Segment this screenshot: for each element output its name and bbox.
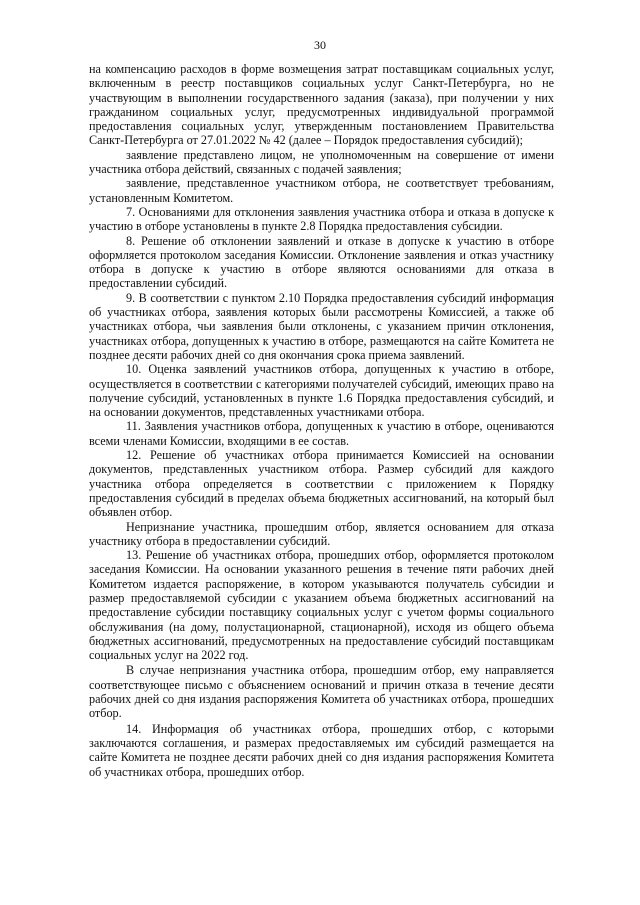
- paragraph-item-7: 7. Основаниями для отклонения заявления участника отбора и отказа в допуске к участию в отборе установлены в пункте 2.8 Порядка предоставления субсидии.: [89, 204, 554, 234]
- paragraph-item-10: 10. Оценка заявлений участников отбора, допущенных к участию в отборе, осуществляется в соответствии с категориями получателей субсидий, имеющих право на получение субсидий, установленных в пункте 1.6 Порядка предоставления субсидий, и на основании документов, представленных участниками отбора.: [89, 362, 554, 420]
- paragraph-item-8: 8. Решение об отклонении заявлений и отказе в допуске к участию в отборе оформляется протоколом заседания Комиссии. Отклонение заявления и отказ участнику отбора в допуске к участию в отборе являются основаниями для отказа в предоставлении субсидий.: [89, 233, 554, 291]
- paragraph-condition-requirements: заявление, представленное участником отбора, не соответствует требованиям, установленным Комитетом.: [89, 176, 554, 205]
- paragraph-continuation: на компенсацию расходов в форме возмещения затрат поставщикам социальных услуг, включенным в реестр поставщиков социальных услуг Санкт-Петербурга, но не участвующим в выполнении государственного задания (заказа), при получении у них гражданином социальных услуг, предусмотренных индивидуальной программой предоставления социальных услуг, утвержденным постановлением Правительства Санкт-Петербурга от 27.01.2022 № 42 (далее – Порядок предоставления субсидий);: [89, 62, 554, 148]
- paragraph-item-14: 14. Информация об участниках отбора, прошедших отбор, с которыми заключаются соглашения, и размерах предоставляемых им субсидий размещается на сайте Комитета не позднее десяти рабочих дней со дня издания распоряжения Комитета об участниках отбора, прошедших отбор.: [89, 721, 554, 779]
- page-number: 30: [314, 38, 326, 52]
- paragraph-refusal-letter: В случае непризнания участника отбора, прошедшим отбор, ему направляется соответствующее письмо с объяснением оснований и причин отказа в течение десяти рабочих дней со дня издания распоряжения Комитета об участниках отбора, прошедших отбор.: [89, 663, 554, 721]
- paragraph-item-9: 9. В соответствии с пунктом 2.10 Порядка предоставления субсидий информация об участниках отбора, заявления которых были рассмотрены Комиссией, а также об участниках отбора, чьи заявления были отклонены, с указанием причин отклонения, участниках отбора, допущенных к участию в отборе, размещаются на сайте Комитета не позднее десяти рабочих дней со дня окончания срока приема заявлений.: [89, 290, 554, 362]
- paragraph-item-13: 13. Решение об участниках отбора, прошедших отбор, оформляется протоколом заседания Комиссии. На основании указанного решения в течение пяти рабочих дней Комитетом издается распоряжение, в котором указываются получатель субсидии и размер предоставляемой субсидии с указанием объема бюджетных ассигнований на предоставление субсидии поставщику социальных услуг с учетом формы социального обслуживания (на дому, полустационарной, стационарной), исходя из общего объема бюджетных ассигнований, предусмотренных на предоставление субсидий поставщикам социальных услуг на 2022 год.: [89, 548, 554, 663]
- document-body: [89, 62, 554, 779]
- paragraph-item-11: 11. Заявления участников отбора, допущенных к участию в отборе, оцениваются всеми членами Комиссии, входящими в ее состав.: [89, 419, 554, 448]
- paragraph-condition-representative: заявление представлено лицом, не уполномоченным на совершение от имени участника отбора действий, связанных с подачей заявления;: [89, 147, 554, 177]
- paragraph-non-recognition: Непризнание участника, прошедшим отбор, является основанием для отказа участнику отбора в предоставлении субсидий.: [89, 519, 554, 548]
- paragraph-item-12: 12. Решение об участниках отбора принимается Комиссией на основании документов, представленных участником отбора. Размер субсидий для каждого участника отбора определяется в соответствии с приложением к Порядку предоставления субсидий в пределах объема бюджетных ассигнований, на который был объявлен отбор.: [89, 448, 554, 520]
